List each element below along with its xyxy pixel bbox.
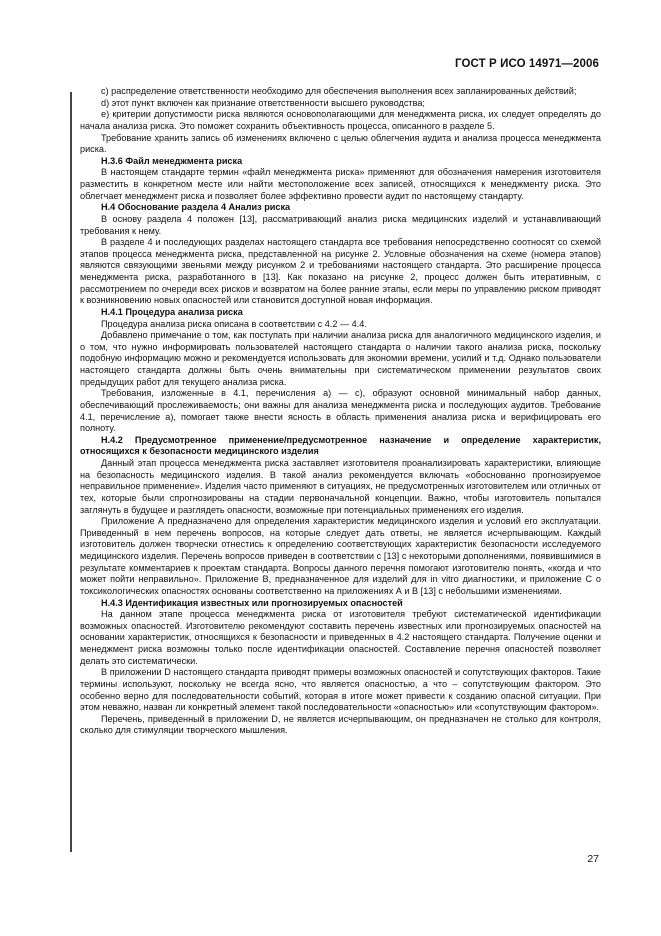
document-header	[455, 58, 599, 70]
body-paragraph: Процедура анализа риска описана в соответствии с 4.2 — 4.4.	[101, 318, 367, 329]
body-paragraph: Данный этап процесса менеджмента риска заставляет изготовителя проанализировать характеристики, влияющие на безопасность медицинского изделия. В такой анализ рекомендуется включать «обоснованно прогнозируемое неправильное применение». Изделия часто применяют в ситуациях, не предусмотренных изготовителем или отличных от тех, которые были спрогнозированы на стадии первоначальной концепции. Важно, чтобы изготовитель попытался заглянуть в будущее и разглядеть опасности, возможные при потенциальных применениях его изделия.	[80, 458, 601, 515]
body-paragraph: Требование хранить запись об изменениях включено с целью облегчения аудита и анализа процесса менеджмента риска.	[80, 132, 601, 155]
body-paragraph: c) распределение ответственности необходимо для обеспечения выполнения всех запланированных действий;	[101, 86, 577, 96]
section-heading: Н.4 Обоснование раздела 4 Анализ риска	[101, 202, 291, 213]
revision-margin-bar	[70, 92, 72, 852]
body-paragraph: В настоящем стандарте термин «файл менеджмента риска» применяют для обозначения намерения изготовителя разместить в конкретном месте или найти местоположение всех записей, относящихся к менеджменту риска. Это облегчает менеджмент риска и позволяет более эффективно провести аудит по настоящему стандарту.	[80, 167, 601, 201]
body-paragraph: В приложении D настоящего стандарта приводят примеры возможных опасностей и сопутствующих факторов. Такие термины используют, поскольку не всегда ясно, что является опасностью, а что – сопутствующим фактором. Это особенно верно для последовательности событий, которая в итоге может привести к созданию опасной ситуации. При этом неважно, назван ли конкретный элемент такой последовательности «опасностью» или «сопутствующим фактором».	[80, 667, 601, 713]
body-paragraph: На данном этапе процесса менеджмента риска от изготовителя требуют систематической идентификации возможных опасностей. Изготовителю рекомендуют составить перечень известных или прогнозируемых опасностей на основании характеристик, относящихся к безопасности и приведенных в 4.2 настоящего стандарта. Получение оценки и менеджмент риска возможны только после идентификации опасностей. Составление перечня опасностей позволяет делать это систематически.	[80, 609, 601, 666]
body-paragraph: e) критерии допустимости риска являются основополагающими для менеджмента риска, их следует определять до начала анализа риска. Это поможет сохранить объективность процесса, описанного в разделе 5.	[80, 109, 601, 131]
section-heading: Н.3.6 Файл менеджмента риска	[101, 155, 243, 166]
page-number: 27	[587, 853, 599, 865]
body-paragraph: Перечень, приведенный в приложении D, не является исчерпывающим, он предназначен не столько для контроля, сколько для стимуляции творческого мышления.	[80, 713, 601, 736]
section-heading: Н.4.2 Предусмотренное применение/предусмотренное назначение и определение характеристик, относящихся к безопасности медицинского изделия	[80, 434, 601, 457]
body-paragraph: Добавлено примечание о том, как поступать при наличии анализа риска для аналогичного медицинского изделия, и о том, что нужно информировать пользователей настоящего стандарта о наличии такого анализа риска, поскольку подобную информацию можно и рекомендуется использовать для экономии времени, усилий и т.д. Однако пользователи настоящего стандарта должны быть очень внимательны при систематическом применении результатов своих предыдущих работ для текущего анализа риска.	[80, 330, 601, 387]
section-heading: Н.4.1 Процедура анализа риска	[101, 306, 243, 317]
standard-id: ГОСТ Р ИСО 14971—2006	[454, 58, 599, 70]
body-paragraph: d) этот пункт включен как признание ответственности высшего руководства;	[101, 97, 425, 108]
body-paragraph: В разделе 4 и последующих разделах настоящего стандарта все требования непосредственно соотносят со схемой этапов процесса менеджмента риска, представленной на рисунке 2. Условные обозначения на схеме (номера этапов) являются связующими звеньями между рисунком 2 и требованиями настоящего стандарта. Это расширение процесса менеджмента риска, разработанного в [13]. Как показано на рисунке 2, процесс должен быть итеративным, с рассмотрением по очереди всех рисков и возвратом на более ранние этапы, если меры по управлению риском приводят к возникновению новых опасностей или становится доступной новая информация.	[80, 237, 601, 306]
section-heading: Н.4.3 Идентификация известных или прогнозируемых опасностей	[101, 597, 403, 608]
document-body	[80, 86, 601, 737]
body-paragraph: Приложение А предназначено для определения характеристик медицинского изделия и условий его эксплуатации. Приведенный в нем перечень вопросов, на которые следует дать ответы, не является исчерпывающим. Каждый изготовитель должен творчески отнестись к определению соответствующих характеристик безопасности исследуемого медицинского изделия. Перечень вопросов приведен в соответствии с [13] с некоторыми дополнениями, появившимися в результате комментариев к проектам стандарта. Вопросы данного перечня помогают изготовителю понять, «когда и что может пойти неправильно». Приложение В, предназначенное для изделий для in vitro диагностики, и приложение С о токсикологических опасностях основаны соответственно на приложениях А и В [13] с небольшими изменениями.	[80, 516, 601, 596]
body-paragraph: Требования, изложенные в 4.1, перечисления а) — с), образуют основной минимальный набор данных, обеспечивающий прослеживаемость; они важны для анализа менеджмента риска и последующих аудитов. Требование 4.1, перечисление а), помогает также внести ясность в область применения анализа риска и верифицировать его полноту.	[80, 388, 601, 434]
body-paragraph: В основу раздела 4 положен [13], рассматривающий анализ риска медицинских изделий и устанавливающий требования к нему.	[80, 213, 601, 236]
